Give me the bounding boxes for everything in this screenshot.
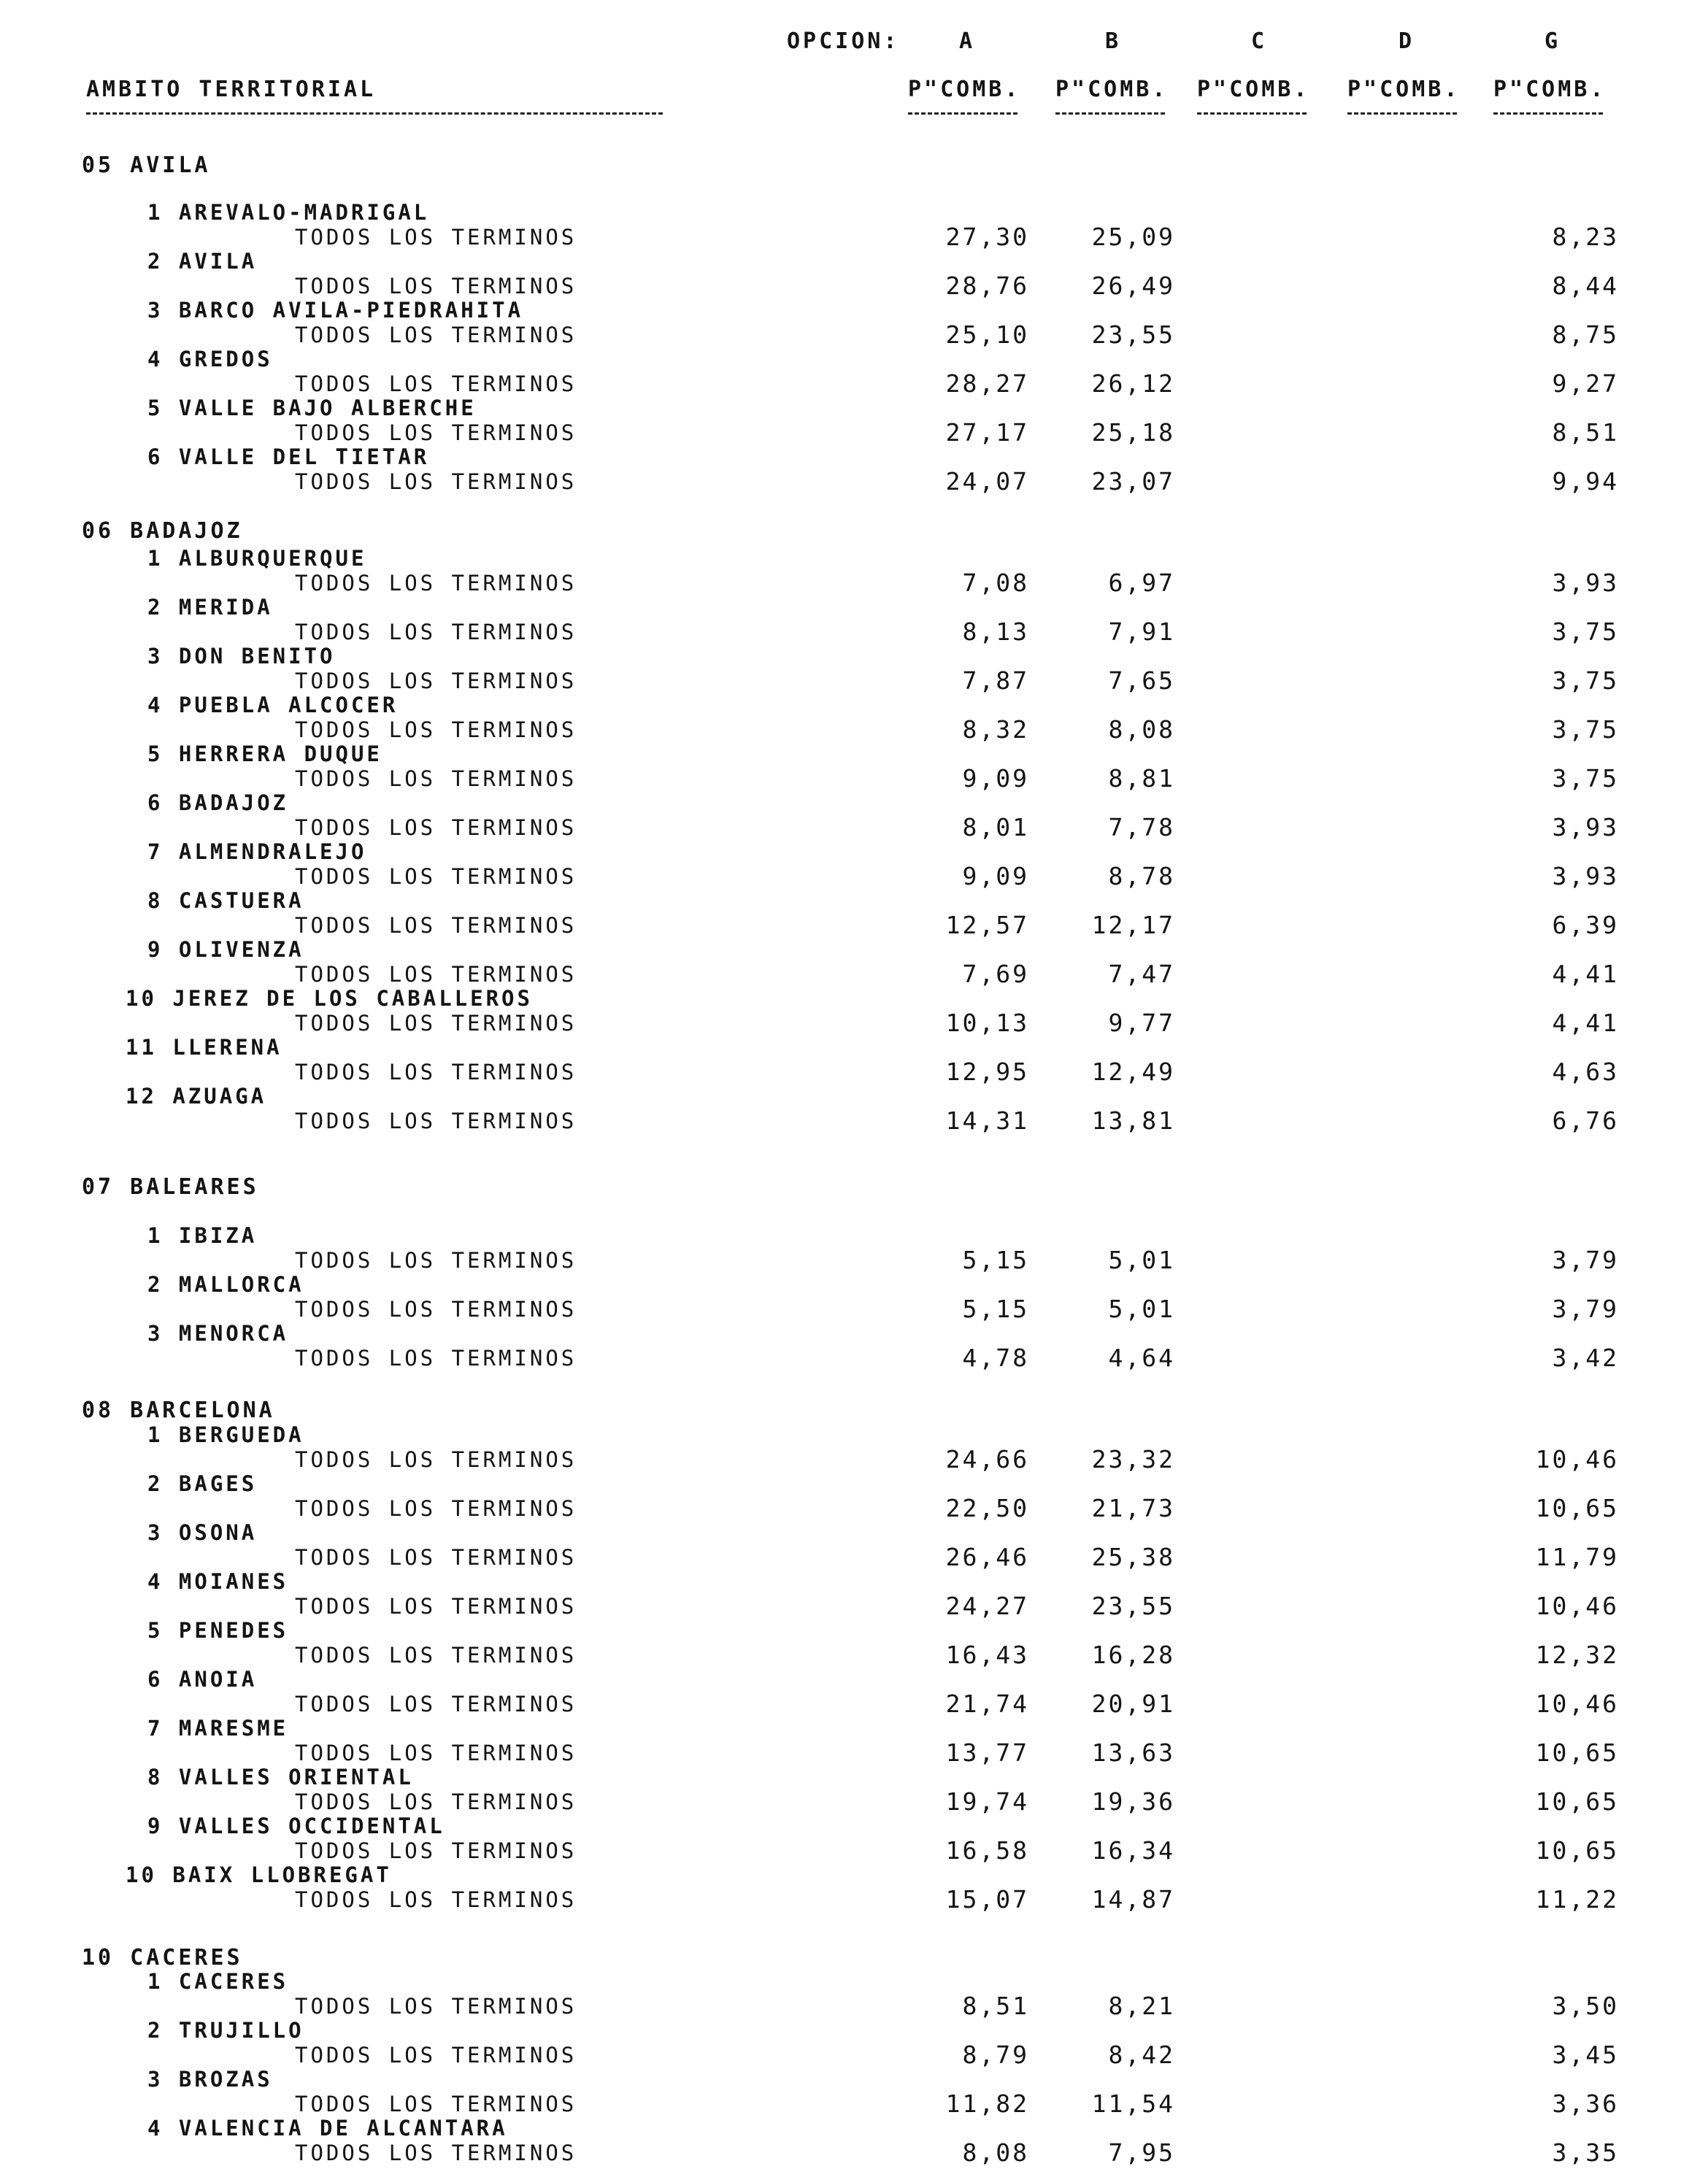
value-option-b: 8,81 — [1108, 764, 1175, 793]
value-option-a: 12,57 — [945, 911, 1029, 939]
value-option-g: 10,65 — [1535, 1494, 1619, 1522]
district-scope: TODOS LOS TERMINOS — [295, 1496, 577, 1521]
district-scope: TODOS LOS TERMINOS — [295, 1109, 577, 1133]
value-option-b: 16,28 — [1091, 1641, 1175, 1669]
value-option-g: 3,93 — [1552, 569, 1619, 597]
value-option-a: 11,82 — [945, 2089, 1029, 2118]
district-scope: TODOS LOS TERMINOS — [295, 962, 577, 987]
column-header-g: P"COMB. — [1493, 77, 1607, 102]
district-name: 1 CACERES — [147, 1969, 289, 1994]
value-option-g: 8,44 — [1552, 271, 1619, 300]
value-option-b: 5,01 — [1108, 1246, 1175, 1274]
district-name: 4 PUEBLA ALCOCER — [147, 693, 399, 717]
value-option-g: 3,79 — [1552, 1246, 1619, 1274]
district-scope: TODOS LOS TERMINOS — [295, 1643, 577, 1668]
district-name: 1 ALBURQUERQUE — [147, 546, 367, 571]
province-title: 05 AVILA — [82, 153, 211, 178]
district-name: 1 AREVALO-MADRIGAL — [147, 200, 430, 225]
district-scope: TODOS LOS TERMINOS — [295, 913, 577, 938]
district-scope: TODOS LOS TERMINOS — [295, 371, 577, 396]
value-option-b: 7,47 — [1108, 960, 1175, 988]
value-option-a: 16,58 — [945, 1836, 1029, 1865]
value-option-g: 9,27 — [1552, 369, 1619, 398]
district-scope: TODOS LOS TERMINOS — [295, 815, 577, 840]
district-name: 2 TRUJILLO — [147, 2018, 304, 2043]
district-scope: TODOS LOS TERMINOS — [295, 1545, 577, 1570]
value-option-a: 5,15 — [962, 1295, 1029, 1323]
district-scope: TODOS LOS TERMINOS — [295, 1011, 577, 1036]
value-option-b: 26,12 — [1091, 369, 1175, 398]
value-option-b: 25,18 — [1091, 418, 1175, 447]
district-scope: TODOS LOS TERMINOS — [295, 1297, 577, 1322]
value-option-a: 28,27 — [945, 369, 1029, 398]
column-header-a: P"COMB. — [908, 77, 1021, 102]
value-option-g: 11,22 — [1535, 1885, 1619, 1914]
value-option-g: 12,32 — [1535, 1641, 1619, 1669]
value-option-b: 26,49 — [1091, 271, 1175, 300]
option-b-header: B — [1105, 28, 1122, 54]
district-scope: TODOS LOS TERMINOS — [295, 717, 577, 742]
district-name: 9 OLIVENZA — [147, 937, 304, 962]
column-header-c: P"COMB. — [1197, 77, 1310, 102]
district-name: 10 BAIX LLOBREGAT — [126, 1862, 392, 1887]
value-option-a: 24,66 — [945, 1445, 1029, 1473]
value-option-a: 27,30 — [945, 223, 1029, 251]
district-name: 7 ALMENDRALEJO — [147, 839, 367, 864]
value-option-g: 3,93 — [1552, 862, 1619, 890]
district-name: 4 VALENCIA DE ALCANTARA — [147, 2116, 508, 2141]
district-name: 2 BAGES — [147, 1471, 258, 1496]
value-option-g: 8,23 — [1552, 223, 1619, 251]
value-option-b: 11,54 — [1091, 2089, 1175, 2118]
district-scope: TODOS LOS TERMINOS — [295, 1594, 577, 1619]
option-g-header: G — [1544, 28, 1561, 54]
value-option-b: 6,97 — [1108, 569, 1175, 597]
value-option-g: 8,51 — [1552, 418, 1619, 447]
district-scope: TODOS LOS TERMINOS — [295, 1994, 577, 2019]
value-option-g: 8,75 — [1552, 320, 1619, 349]
value-option-b: 7,91 — [1108, 617, 1175, 646]
value-option-g: 10,65 — [1535, 1836, 1619, 1865]
district-scope: TODOS LOS TERMINOS — [295, 620, 577, 644]
district-scope: TODOS LOS TERMINOS — [295, 225, 577, 250]
value-option-g: 4,41 — [1552, 960, 1619, 988]
district-name: 3 BARCO AVILA-PIEDRAHITA — [147, 298, 524, 323]
value-option-a: 8,08 — [962, 2138, 1029, 2167]
option-d-header: D — [1399, 28, 1415, 54]
value-option-g: 11,79 — [1535, 1543, 1619, 1571]
district-name: 2 MERIDA — [147, 595, 273, 620]
district-scope: TODOS LOS TERMINOS — [295, 1060, 577, 1084]
province-title: 07 BALEARES — [82, 1174, 259, 1200]
value-option-a: 7,08 — [962, 569, 1029, 597]
column-header-d: P"COMB. — [1347, 77, 1461, 102]
value-option-g: 10,46 — [1535, 1690, 1619, 1718]
value-option-g: 4,41 — [1552, 1009, 1619, 1037]
district-name: 9 VALLES OCCIDENTAL — [147, 1814, 445, 1838]
province-title: 10 CACERES — [82, 1945, 243, 1970]
value-option-a: 28,76 — [945, 271, 1029, 300]
value-option-b: 12,49 — [1091, 1057, 1175, 1086]
value-option-g: 3,75 — [1552, 764, 1619, 793]
district-name: 12 AZUAGA — [126, 1084, 267, 1109]
district-scope: TODOS LOS TERMINOS — [295, 1346, 577, 1371]
value-option-a: 9,09 — [962, 862, 1029, 890]
value-option-g: 3,75 — [1552, 666, 1619, 695]
value-option-g: 3,93 — [1552, 813, 1619, 841]
value-option-g: 6,76 — [1552, 1106, 1619, 1135]
district-scope: TODOS LOS TERMINOS — [295, 766, 577, 791]
value-option-a: 16,43 — [945, 1641, 1029, 1669]
value-option-b: 8,21 — [1108, 1992, 1175, 2020]
district-name: 10 JEREZ DE LOS CABALLEROS — [126, 986, 533, 1011]
value-option-a: 7,69 — [962, 960, 1029, 988]
option-a-header: A — [959, 28, 976, 54]
column-c-underline — [1197, 112, 1307, 115]
district-name: 3 DON BENITO — [147, 644, 336, 669]
value-option-b: 19,36 — [1091, 1787, 1175, 1816]
district-name: 8 VALLES ORIENTAL — [147, 1765, 414, 1789]
header-underline — [86, 112, 663, 115]
district-scope: TODOS LOS TERMINOS — [295, 864, 577, 889]
value-option-b: 25,09 — [1091, 223, 1175, 251]
column-header-b: P"COMB. — [1055, 77, 1169, 102]
value-option-b: 13,81 — [1091, 1106, 1175, 1135]
value-option-b: 20,91 — [1091, 1690, 1175, 1718]
district-name: 4 MOIANES — [147, 1569, 289, 1594]
value-option-g: 10,46 — [1535, 1592, 1619, 1620]
value-option-b: 12,17 — [1091, 911, 1175, 939]
value-option-b: 8,78 — [1108, 862, 1175, 890]
district-scope: TODOS LOS TERMINOS — [295, 1887, 577, 1912]
value-option-a: 8,13 — [962, 617, 1029, 646]
district-scope: TODOS LOS TERMINOS — [295, 2092, 577, 2116]
value-option-g: 3,42 — [1552, 1344, 1619, 1372]
value-option-a: 15,07 — [945, 1885, 1029, 1914]
ambito-territorial-header: AMBITO TERRITORIAL — [86, 77, 377, 102]
district-scope: TODOS LOS TERMINOS — [295, 420, 577, 445]
value-option-a: 10,13 — [945, 1009, 1029, 1037]
value-option-a: 13,77 — [945, 1738, 1029, 1767]
district-scope: TODOS LOS TERMINOS — [295, 2141, 577, 2165]
district-name: 6 BADAJOZ — [147, 790, 289, 815]
district-scope: TODOS LOS TERMINOS — [295, 323, 577, 347]
value-option-b: 7,95 — [1108, 2138, 1175, 2167]
district-name: 3 BROZAS — [147, 2067, 273, 2092]
value-option-b: 13,63 — [1091, 1738, 1175, 1767]
district-name: 1 BERGUEDA — [147, 1422, 304, 1447]
value-option-a: 8,01 — [962, 813, 1029, 841]
value-option-g: 3,75 — [1552, 617, 1619, 646]
column-b-underline — [1055, 112, 1165, 115]
value-option-b: 23,32 — [1091, 1445, 1175, 1473]
value-option-b: 23,55 — [1091, 1592, 1175, 1620]
value-option-b: 7,78 — [1108, 813, 1175, 841]
value-option-a: 26,46 — [945, 1543, 1029, 1571]
value-option-g: 3,75 — [1552, 715, 1619, 744]
value-option-a: 27,17 — [945, 418, 1029, 447]
district-name: 2 AVILA — [147, 249, 258, 274]
value-option-a: 7,87 — [962, 666, 1029, 695]
value-option-b: 8,42 — [1108, 2041, 1175, 2069]
district-name: 3 MENORCA — [147, 1321, 289, 1346]
value-option-a: 19,74 — [945, 1787, 1029, 1816]
value-option-g: 3,35 — [1552, 2138, 1619, 2167]
district-name: 3 OSONA — [147, 1520, 258, 1545]
value-option-g: 3,79 — [1552, 1295, 1619, 1323]
value-option-a: 5,15 — [962, 1246, 1029, 1274]
value-option-a: 24,07 — [945, 467, 1029, 496]
column-a-underline — [908, 112, 1018, 115]
district-scope: TODOS LOS TERMINOS — [295, 1447, 577, 1472]
value-option-b: 21,73 — [1091, 1494, 1175, 1522]
value-option-a: 8,51 — [962, 1992, 1029, 2020]
district-name: 6 VALLE DEL TIETAR — [147, 444, 430, 469]
district-scope: TODOS LOS TERMINOS — [295, 469, 577, 494]
district-scope: TODOS LOS TERMINOS — [295, 274, 577, 298]
value-option-g: 6,39 — [1552, 911, 1619, 939]
district-name: 2 MALLORCA — [147, 1272, 304, 1297]
district-scope: TODOS LOS TERMINOS — [295, 1838, 577, 1863]
value-option-a: 14,31 — [945, 1106, 1029, 1135]
value-option-a: 4,78 — [962, 1344, 1029, 1372]
value-option-a: 9,09 — [962, 764, 1029, 793]
district-name: 8 CASTUERA — [147, 888, 304, 913]
value-option-b: 16,34 — [1091, 1836, 1175, 1865]
value-option-b: 7,65 — [1108, 666, 1175, 695]
district-scope: TODOS LOS TERMINOS — [295, 1248, 577, 1273]
district-name: 11 LLERENA — [126, 1035, 282, 1060]
value-option-g: 3,45 — [1552, 2041, 1619, 2069]
district-scope: TODOS LOS TERMINOS — [295, 1692, 577, 1717]
district-scope: TODOS LOS TERMINOS — [295, 2043, 577, 2068]
value-option-a: 12,95 — [945, 1057, 1029, 1086]
column-d-underline — [1347, 112, 1457, 115]
value-option-g: 10,65 — [1535, 1787, 1619, 1816]
value-option-b: 14,87 — [1091, 1885, 1175, 1914]
district-name: 7 MARESME — [147, 1716, 289, 1741]
district-scope: TODOS LOS TERMINOS — [295, 571, 577, 596]
value-option-b: 23,55 — [1091, 320, 1175, 349]
value-option-g: 9,94 — [1552, 467, 1619, 496]
district-name: 5 PENEDES — [147, 1618, 289, 1643]
value-option-a: 25,10 — [945, 320, 1029, 349]
district-scope: TODOS LOS TERMINOS — [295, 1789, 577, 1814]
value-option-a: 8,32 — [962, 715, 1029, 744]
value-option-b: 8,08 — [1108, 715, 1175, 744]
option-c-header: C — [1251, 28, 1268, 54]
district-name: 4 GREDOS — [147, 347, 273, 371]
district-name: 5 HERRERA DUQUE — [147, 741, 382, 766]
value-option-g: 10,65 — [1535, 1738, 1619, 1767]
value-option-a: 8,79 — [962, 2041, 1029, 2069]
province-title: 08 BARCELONA — [82, 1398, 275, 1423]
value-option-g: 4,63 — [1552, 1057, 1619, 1086]
value-option-b: 23,07 — [1091, 467, 1175, 496]
district-name: 6 ANOIA — [147, 1667, 258, 1692]
value-option-b: 4,64 — [1108, 1344, 1175, 1372]
province-title: 06 BADAJOZ — [82, 518, 243, 544]
column-g-underline — [1493, 112, 1603, 115]
district-scope: TODOS LOS TERMINOS — [295, 1741, 577, 1765]
district-name: 1 IBIZA — [147, 1223, 258, 1248]
value-option-g: 3,50 — [1552, 1992, 1619, 2020]
value-option-g: 3,36 — [1552, 2089, 1619, 2118]
district-scope: TODOS LOS TERMINOS — [295, 669, 577, 693]
value-option-b: 9,77 — [1108, 1009, 1175, 1037]
value-option-a: 21,74 — [945, 1690, 1029, 1718]
district-name: 5 VALLE BAJO ALBERCHE — [147, 396, 477, 420]
opcion-label: OPCION: — [787, 28, 900, 54]
value-option-a: 22,50 — [945, 1494, 1029, 1522]
value-option-b: 25,38 — [1091, 1543, 1175, 1571]
value-option-b: 5,01 — [1108, 1295, 1175, 1323]
value-option-a: 24,27 — [945, 1592, 1029, 1620]
value-option-g: 10,46 — [1535, 1445, 1619, 1473]
